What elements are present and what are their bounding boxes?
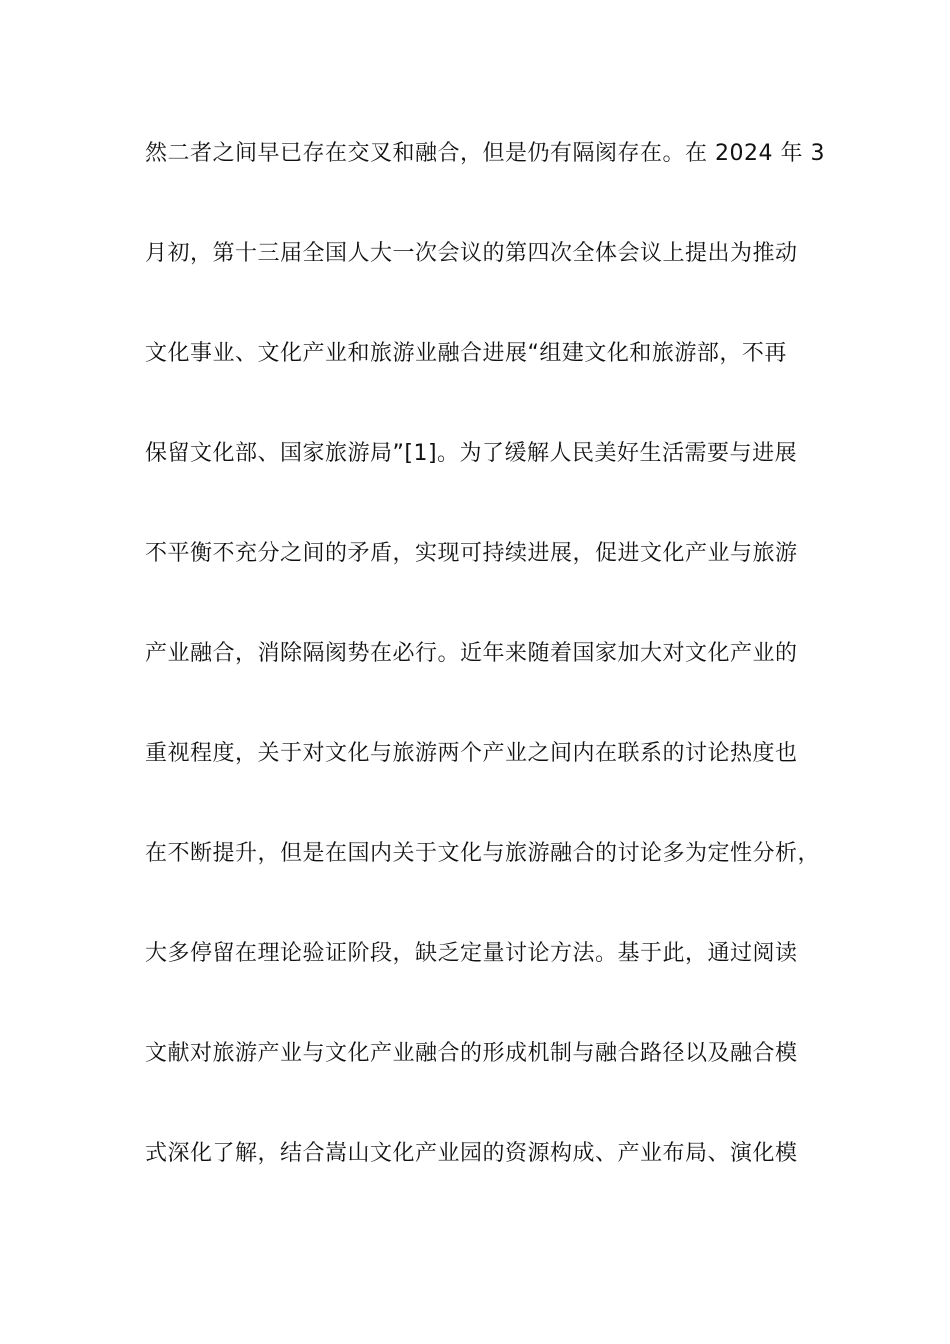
body-paragraph — [145, 130, 825, 1230]
text-line: 文献对旅游产业与文化产业融合的形成机制与融合路径以及融合模 — [145, 1041, 798, 1066]
text-line: 重视程度，关于对文化与旅游两个产业之间内在联系的讨论热度也 — [145, 741, 798, 766]
text-line: 保留文化部、国家旅游局”[1]。为了缓解人民美好生活需要与进展 — [145, 441, 798, 466]
text-line: 在不断提升，但是在国内关于文化与旅游融合的讨论多为定性分析， — [145, 841, 821, 866]
text-line: 产业融合，消除隔阂势在必行。近年来随着国家加大对文化产业的 — [145, 641, 798, 666]
text-line: 然二者之间早已存在交叉和融合，但是仍有隔阂存在。在 2024 年 3 — [145, 141, 825, 166]
text-line: 文化事业、文化产业和旅游业融合进展“组建文化和旅游部，不再 — [145, 341, 787, 366]
text-line: 大多停留在理论验证阶段，缺乏定量讨论方法。基于此，通过阅读 — [145, 941, 798, 966]
text-line: 不平衡不充分之间的矛盾，实现可持续进展，促进文化产业与旅游 — [145, 541, 798, 566]
text-line: 月初，第十三届全国人大一次会议的第四次全体会议上提出为推动 — [145, 241, 798, 266]
text-line: 式深化了解，结合嵩山文化产业园的资源构成、产业布局、演化模 — [145, 1141, 798, 1166]
